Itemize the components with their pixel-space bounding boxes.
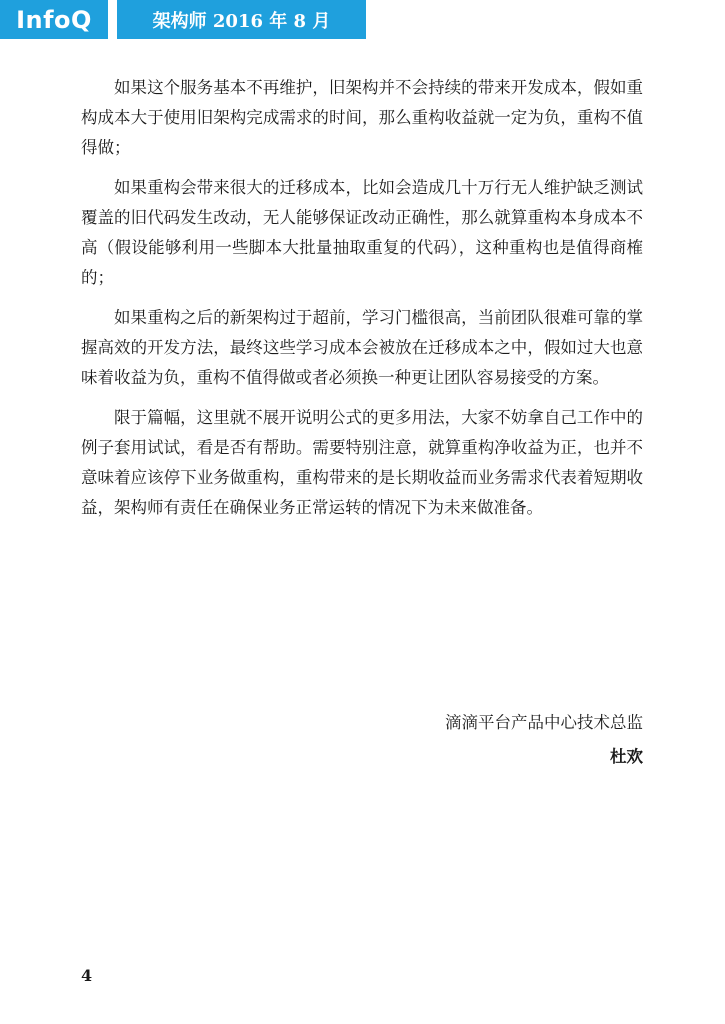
paragraph: 如果重构之后的新架构过于超前，学习门槛很高，当前团队很难可靠的掌握高效的开发方法，最终这些学习成本会被放在迁移成本之中，假如过大也意味着收益为负，重构不值得做或者必须换一种更让团队容易接受的方案。	[81, 308, 643, 387]
page-number: 4	[81, 966, 93, 985]
infoq-logo	[0, 0, 108, 39]
issue-title: 架构师 2016 年 8 月	[152, 10, 331, 32]
author-signature	[445, 706, 643, 774]
paragraph: 如果重构会带来很大的迁移成本，比如会造成几十万行无人维护缺乏测试覆盖的旧代码发生改动，无人能够保证改动正确性，那么就算重构本身成本不高（假设能够利用一些脚本大批量抽取重复的代码），这种重构也是值得商榷的；	[81, 178, 643, 287]
page-header	[0, 0, 725, 41]
paragraph: 限于篇幅，这里就不展开说明公式的更多用法，大家不妨拿自己工作中的例子套用试试，看是否有帮助。需要特别注意，就算重构净收益为正，也并不意味着应该停下业务做重构，重构带来的是长期收益而业务需求代表着短期收益，架构师有责任在确保业务正常运转的情况下为未来做准备。	[81, 408, 643, 517]
author-name: 杜欢	[610, 747, 643, 766]
issue-banner	[117, 0, 366, 39]
logo-text: InfoQ	[16, 5, 92, 34]
paragraph: 如果这个服务基本不再维护，旧架构并不会持续的带来开发成本，假如重构成本大于使用旧架构完成需求的时间，那么重构收益就一定为负，重构不值得做；	[81, 78, 643, 157]
author-title: 滴滴平台产品中心技术总监	[445, 713, 643, 732]
article-body	[81, 73, 643, 533]
